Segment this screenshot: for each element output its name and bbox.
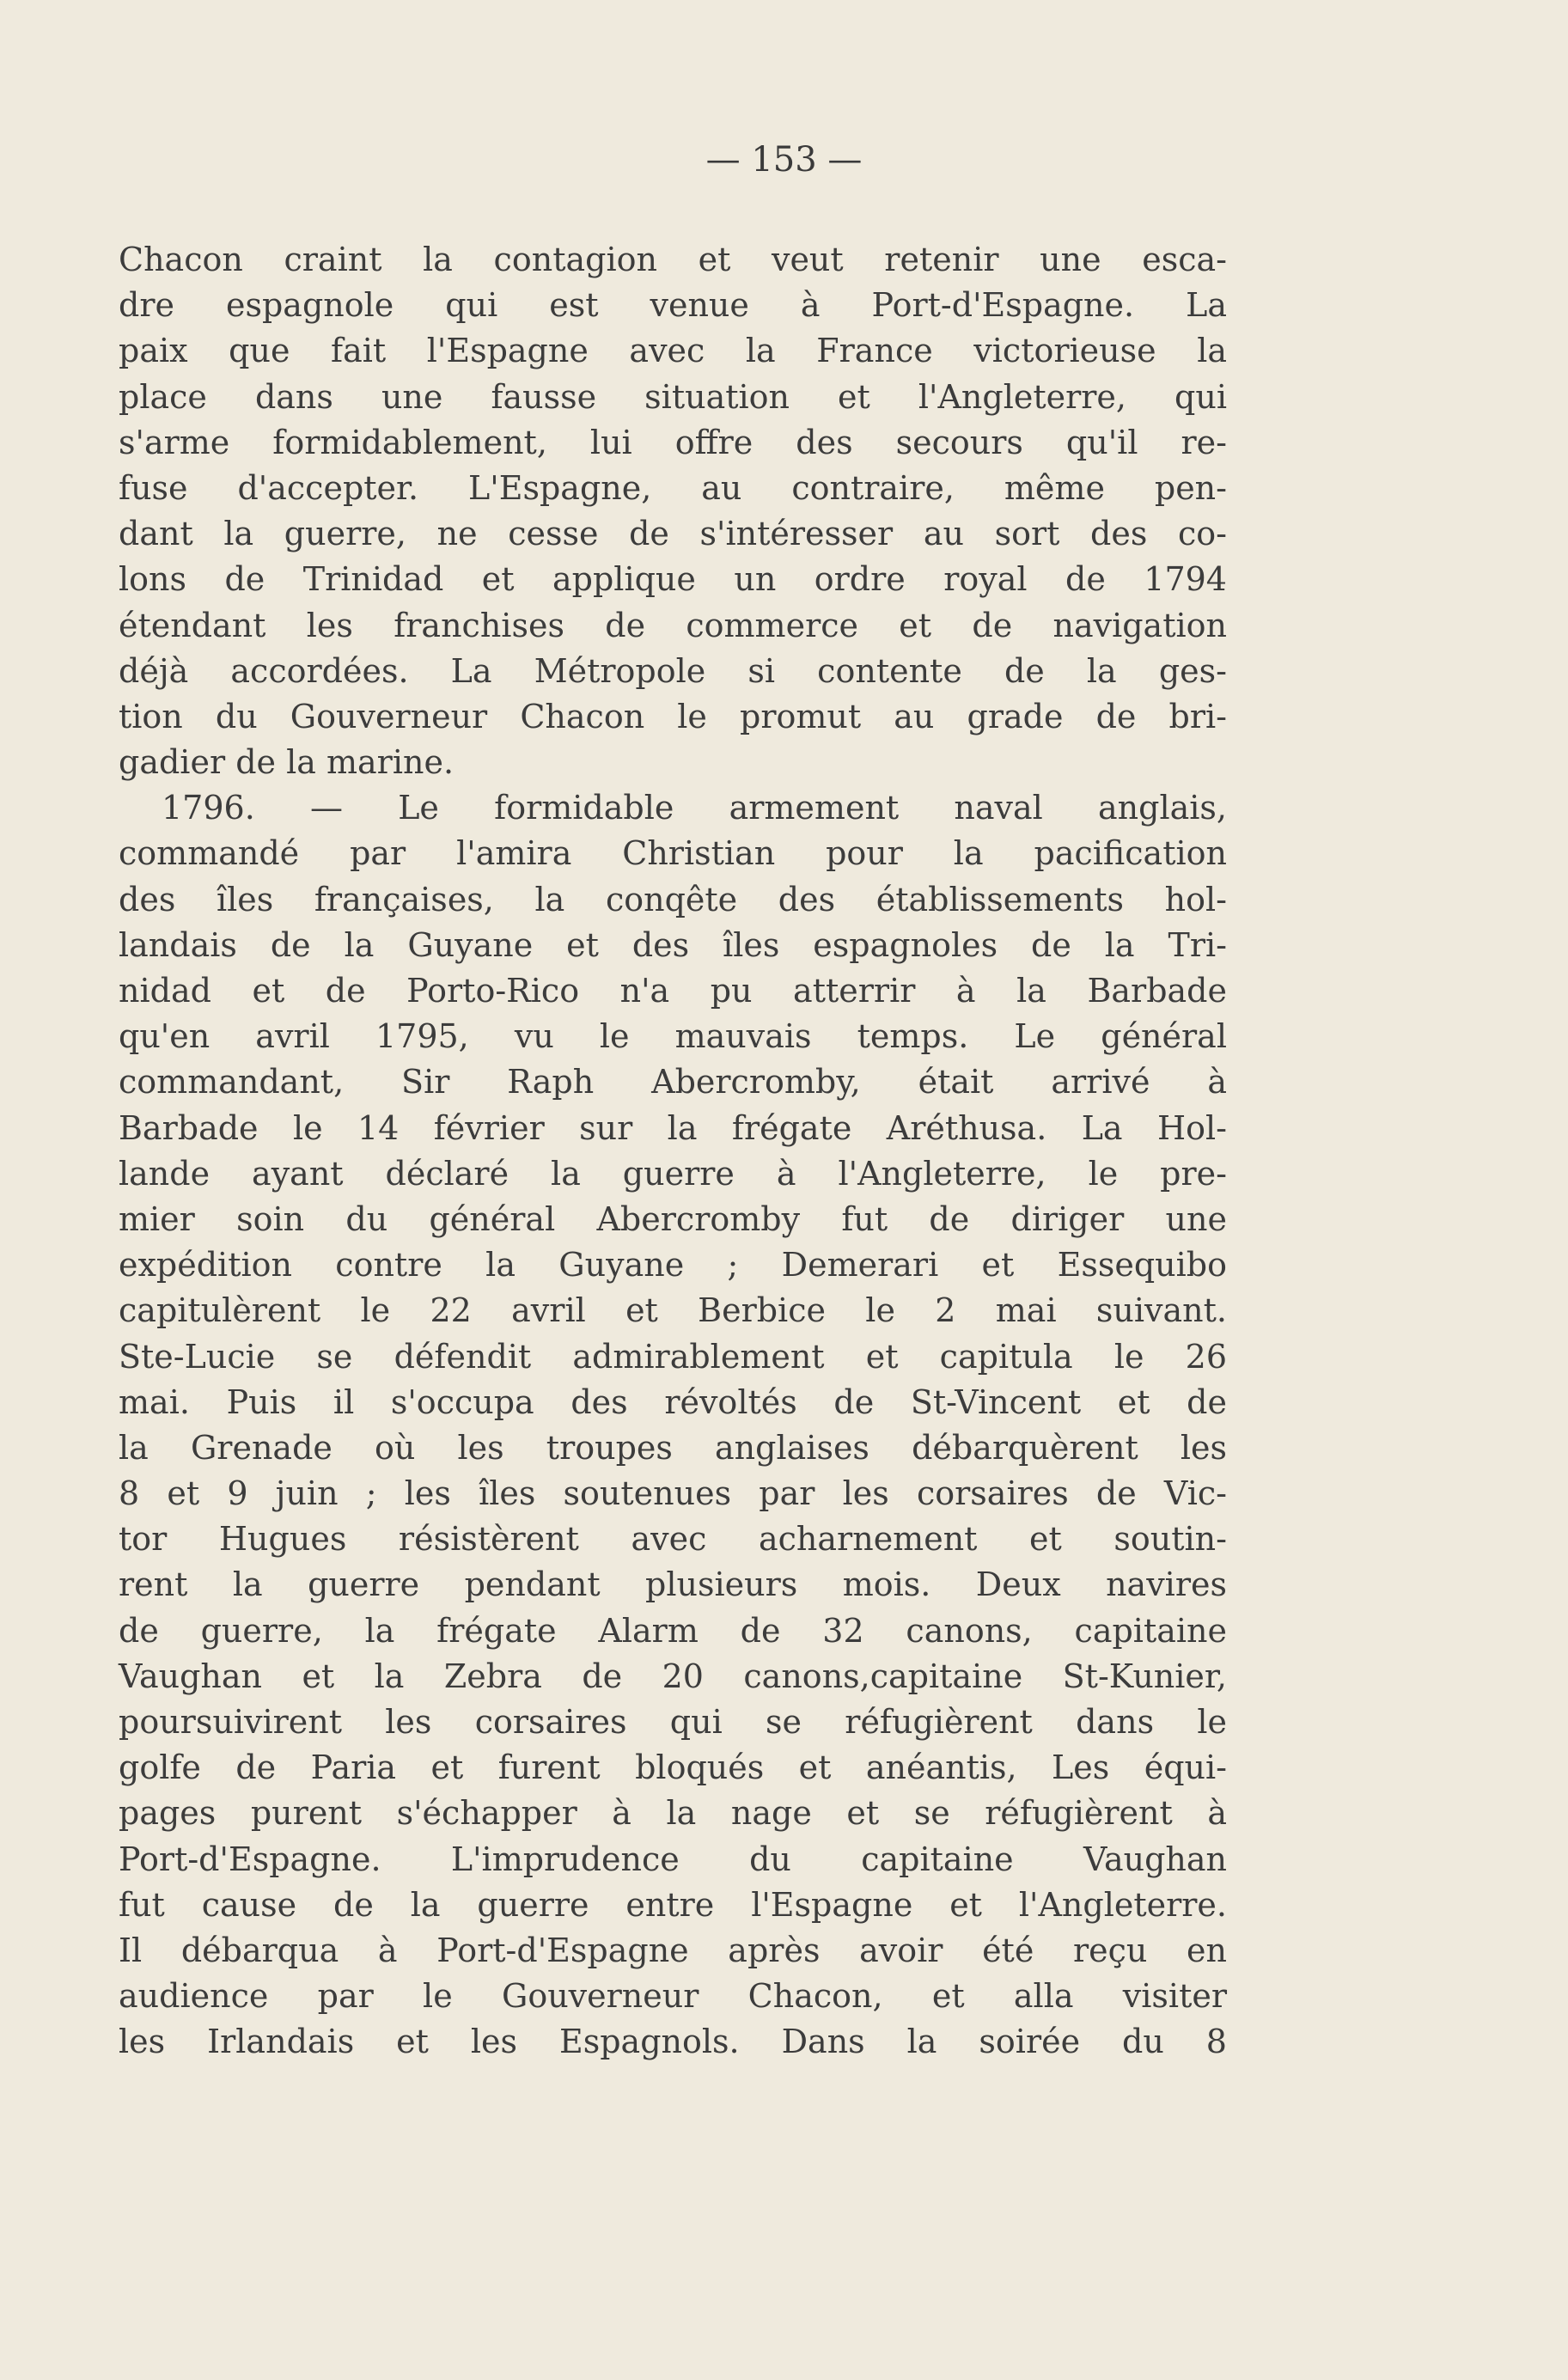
text-line: paix que fait l'Espagne avec la France victorieuse la (119, 332, 1227, 370)
text-line: la Grenade où les troupes anglaises débarquèrent les (119, 1428, 1227, 1467)
text-line: audience par le Gouverneur Chacon, et alla visiter (119, 1977, 1227, 2016)
body-text (119, 237, 1227, 2066)
text-line: dre espagnole qui est venue à Port-d'Espagne. La (119, 286, 1227, 325)
text-line: tion du Gouverneur Chacon le promut au grade de bri- (119, 697, 1227, 735)
text-line: Port-d'Espagne. L'imprudence du capitaine Vaughan (119, 1840, 1227, 1878)
text-line: mier soin du général Abercromby fut de diriger une (119, 1199, 1227, 1238)
text-line: nidad et de Porto-Rico n'a pu atterrir à la Barbade (119, 972, 1227, 1010)
text-line: landais de la Guyane et des îles espagnoles de la Tri- (119, 925, 1227, 964)
text-line: Il débarqua à Port-d'Espagne après avoir été reçu en (119, 1931, 1227, 1969)
text-line: golfe de Paria et furent bloqués et anéantis, Les équi- (119, 1748, 1227, 1787)
text-line: commandant, Sir Raph Abercromby, était arrivé à (119, 1063, 1227, 1102)
text-line: rent la guerre pendant plusieurs mois. Deux navires (119, 1565, 1227, 1604)
text-line: 8 et 9 juin ; les îles soutenues par les corsaires de Vic- (119, 1474, 1227, 1513)
paragraph-2 (119, 785, 1227, 2065)
text-line: mai. Puis il s'occupa des révoltés de St-Vincent et de (119, 1382, 1227, 1421)
text-line: fut cause de la guerre entre l'Espagne et l'Angleterre. (119, 1885, 1227, 1924)
text-line: déjà accordées. La Métropole si contente de la ges- (119, 651, 1227, 690)
text-line: s'arme formidablement, lui offre des secours qu'il re- (119, 423, 1227, 461)
page-number: — 153 — (705, 140, 863, 180)
text-line: Ste-Lucie se défendit admirablement et capitula le 26 (119, 1337, 1227, 1376)
text-line: lande ayant déclaré la guerre à l'Angleterre, le pre- (119, 1154, 1227, 1193)
text-line: commandé par l'amira Christian pour la pacification (119, 834, 1227, 873)
text-line: lons de Trinidad et applique un ordre royal de 1794 (119, 560, 1227, 599)
text-line: fuse d'accepter. L'Espagne, au contraire, même pen- (119, 468, 1227, 507)
text-line: dant la guerre, ne cesse de s'intéresser au sort des co- (119, 515, 1227, 553)
paragraph-1 (119, 237, 1227, 785)
text-line: étendant les franchises de commerce et de navigation (119, 606, 1227, 644)
text-line: Barbade le 14 février sur la frégate Aréthusa. La Hol- (119, 1108, 1227, 1147)
text-line: les Irlandais et les Espagnols. Dans la soirée du 8 (119, 2023, 1227, 2061)
text-line: tor Hugues résistèrent avec acharnement et soutin- (119, 1520, 1227, 1559)
text-line: poursuivirent les corsaires qui se réfugièrent dans le (119, 1703, 1227, 1741)
text-line: Vaughan et la Zebra de 20 canons,capitaine St-Kunier, (119, 1657, 1227, 1695)
text-line: 1796. — Le formidable armement naval anglais, (162, 789, 1227, 827)
text-line: qu'en avril 1795, vu le mauvais temps. Le général (119, 1017, 1227, 1056)
text-line: place dans une fausse situation et l'Angleterre, qui (119, 377, 1227, 416)
text-line: capitulèrent le 22 avril et Berbice le 2 mai suivant. (119, 1291, 1227, 1330)
text-line: gadier de la marine. (119, 743, 455, 782)
text-line: expédition contre la Guyane ; Demerari et Essequibo (119, 1246, 1227, 1285)
text-line: Chacon craint la contagion et veut retenir une esca- (119, 241, 1227, 278)
text-line: de guerre, la frégate Alarm de 32 canons, capitaine (119, 1611, 1227, 1650)
text-line: des îles françaises, la conqête des établissements hol- (119, 880, 1227, 918)
text-line: pages purent s'échapper à la nage et se réfugièrent à (119, 1794, 1227, 1833)
